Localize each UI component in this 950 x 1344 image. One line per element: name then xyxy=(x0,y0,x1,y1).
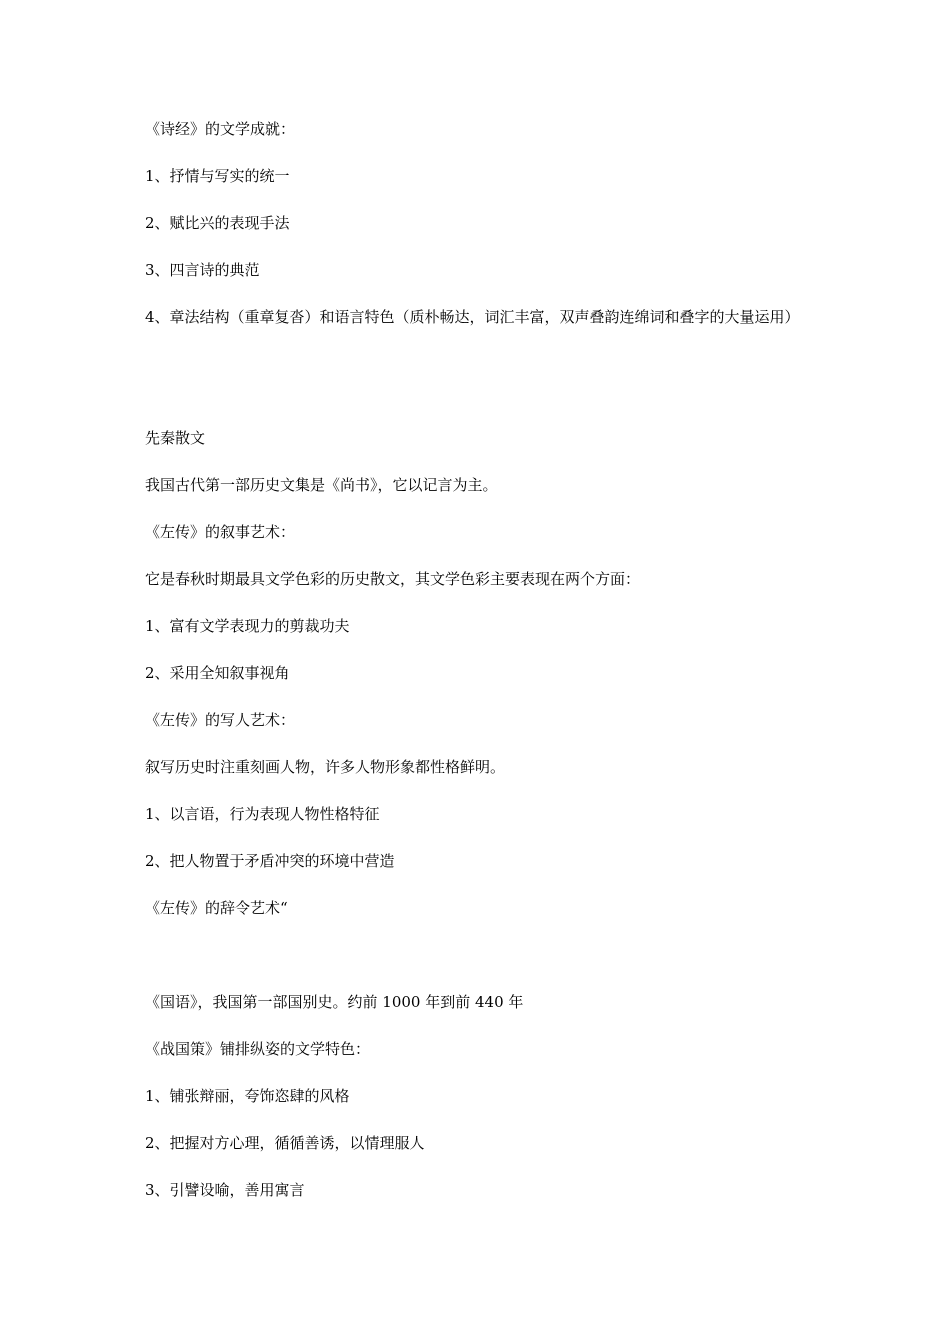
zhanguoce-item-3: 3、引譬设喻，善用寓言 xyxy=(145,1181,305,1199)
zuozhuan-portrait-item-2: 2、把人物置于矛盾冲突的环境中营造 xyxy=(145,852,395,870)
shijing-item-1: 1、抒情与写实的统一 xyxy=(145,167,290,185)
shijing-item-4: 4、章法结构（重章复沓）和语言特色（质朴畅达，词汇丰富，双声叠韵连绵词和叠字的大量运用） xyxy=(145,308,800,326)
zuozhuan-narrative-intro: 它是春秋时期最具文学色彩的历史散文，其文学色彩主要表现在两个方面： xyxy=(145,570,641,588)
zuozhuan-rhetoric-heading: 《左传》的辞令艺术“ xyxy=(145,899,288,917)
zuozhuan-portrait-item-1: 1、以言语，行为表现人物性格特征 xyxy=(145,805,380,823)
zuozhuan-narrative-heading: 《左传》的叙事艺术： xyxy=(145,523,296,541)
zuozhuan-portrait-intro: 叙写历史时注重刻画人物，许多人物形象都性格鲜明。 xyxy=(145,758,506,776)
guoyu-paragraph: 《国语》，我国第一部国别史。约前 1000 年到前 440 年 xyxy=(145,993,524,1011)
zhanguoce-item-1: 1、铺张辩丽，夸饰恣肆的风格 xyxy=(145,1087,350,1105)
shijing-item-2: 2、赋比兴的表现手法 xyxy=(145,214,290,232)
zuozhuan-narrative-item-2: 2、采用全知叙事视角 xyxy=(145,664,290,682)
shangshu-paragraph: 我国古代第一部历史文集是《尚书》，它以记言为主。 xyxy=(145,476,498,494)
zuozhuan-portrait-heading: 《左传》的写人艺术： xyxy=(145,711,296,729)
shijing-item-3: 3、四言诗的典范 xyxy=(145,261,260,279)
zhanguoce-heading: 《战国策》铺排纵姿的文学特色： xyxy=(145,1040,371,1058)
xianqin-heading: 先秦散文 xyxy=(145,429,206,447)
shijing-heading: 《诗经》的文学成就： xyxy=(145,120,296,138)
zhanguoce-item-2: 2、把握对方心理，循循善诱，以情理服人 xyxy=(145,1134,425,1152)
zuozhuan-narrative-item-1: 1、富有文学表现力的剪裁功夫 xyxy=(145,617,350,635)
